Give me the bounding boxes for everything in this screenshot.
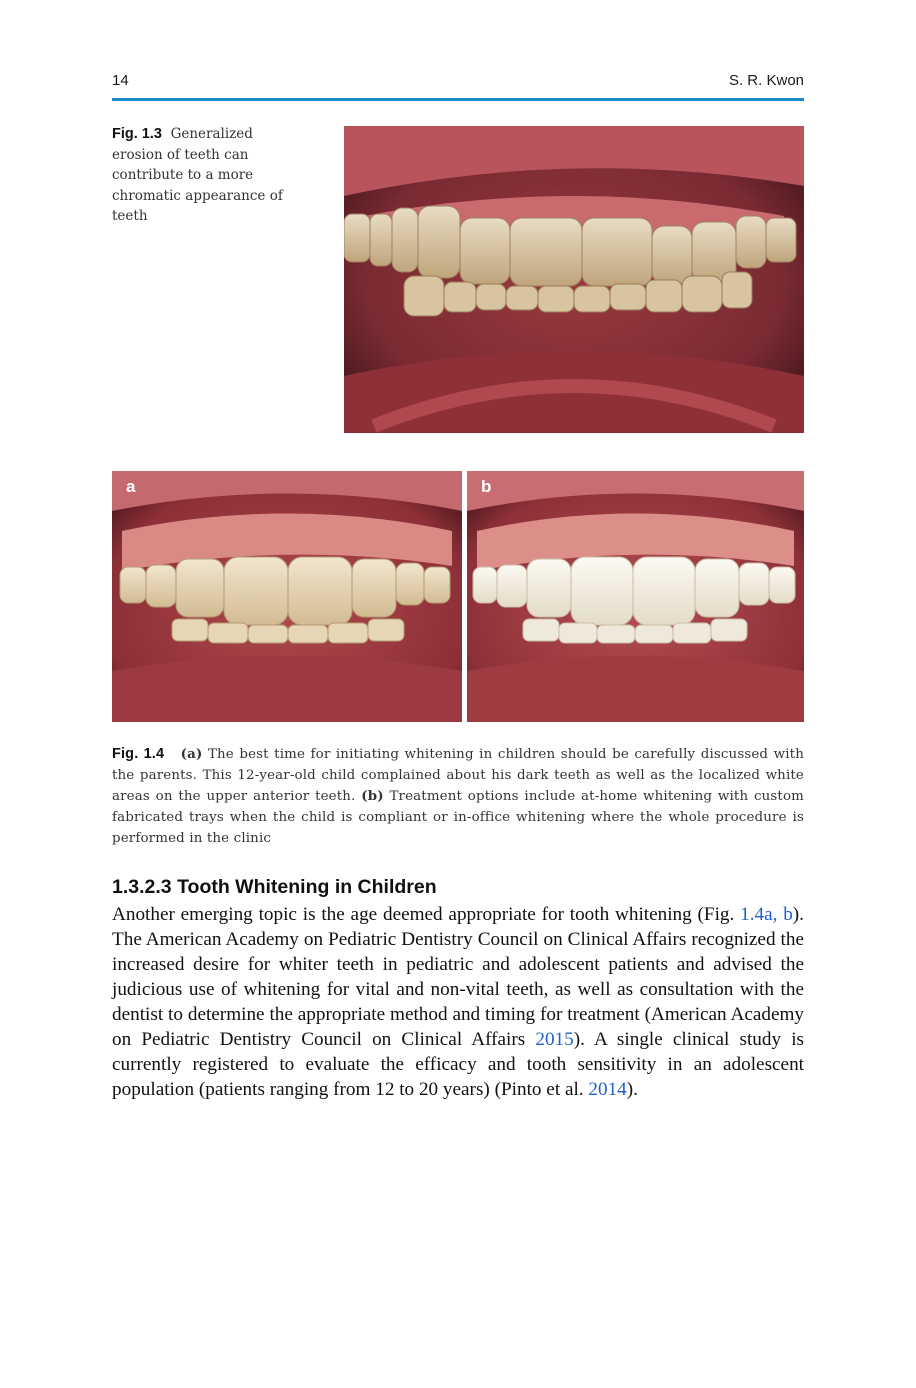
caption-a-marker: (a) — [180, 746, 203, 762]
figure-reference-link[interactable]: 1.4a, b — [740, 904, 793, 925]
panel-a-letter: a — [126, 477, 136, 496]
figure-1-4a-photo — [112, 471, 462, 722]
figure-1-4-caption — [112, 744, 804, 849]
section-number: 1.3.2.3 — [112, 876, 172, 898]
body-text-4: ). — [626, 1079, 638, 1100]
figure-1-4-label: Fig. 1.4 — [112, 746, 165, 762]
figure-1-3-caption-text: Generalized erosion of teeth can contribute to a more chromatic appearance of teeth — [112, 126, 283, 225]
figure-1-4b-photo — [467, 471, 804, 722]
panel-b-letter: b — [481, 477, 492, 496]
body-text-3: ). A single clinical study is currently registered to evaluate the efficacy and tooth sensitivity in an adolescent population (patients ranging from 12 to 20 years) (Pinto et al. — [112, 1029, 804, 1100]
header-rule — [112, 98, 804, 101]
body-text-2: ). The American Academy on Pediatric Dentistry Council on Clinical Affairs recognized the increased desire for whiter teeth in pediatric and adolescent patients and advised the judicious use of whitening for vital and non-vital teeth, as well as consultation with the dentist to determine the appropriate method and timing for treatment (American Academy on Pediatric Dentistry Council on Clinical Affairs — [112, 904, 804, 1050]
figure-1-3-caption — [112, 124, 302, 227]
body-paragraph — [112, 902, 804, 1102]
citation-link-2014[interactable]: 2014 — [588, 1079, 627, 1100]
running-head-author: S. R. Kwon — [728, 72, 804, 89]
caption-b-marker: (b) — [361, 788, 384, 804]
page-number: 14 — [112, 72, 129, 89]
figure-1-3-photo — [344, 126, 804, 433]
section-heading — [112, 876, 437, 899]
section-title: Tooth Whitening in Children — [177, 876, 437, 898]
body-text-1: Another emerging topic is the age deemed appropriate for tooth whitening (Fig. — [112, 904, 741, 925]
figure-1-3-label: Fig. 1.3 — [112, 126, 162, 142]
caption-b-text: Treatment options include at-home whitening with custom fabricated trays when the child is compliant or in-office whitening where the whole procedure is performed in the clinic — [112, 789, 804, 846]
citation-link-2015[interactable]: 2015 — [535, 1029, 574, 1050]
caption-a-text: The best time for initiating whitening in children should be carefully discussed with the parents. This 12-year-old child complained about his dark teeth as well as the localized white areas on the upper anterior teeth. — [112, 747, 804, 804]
